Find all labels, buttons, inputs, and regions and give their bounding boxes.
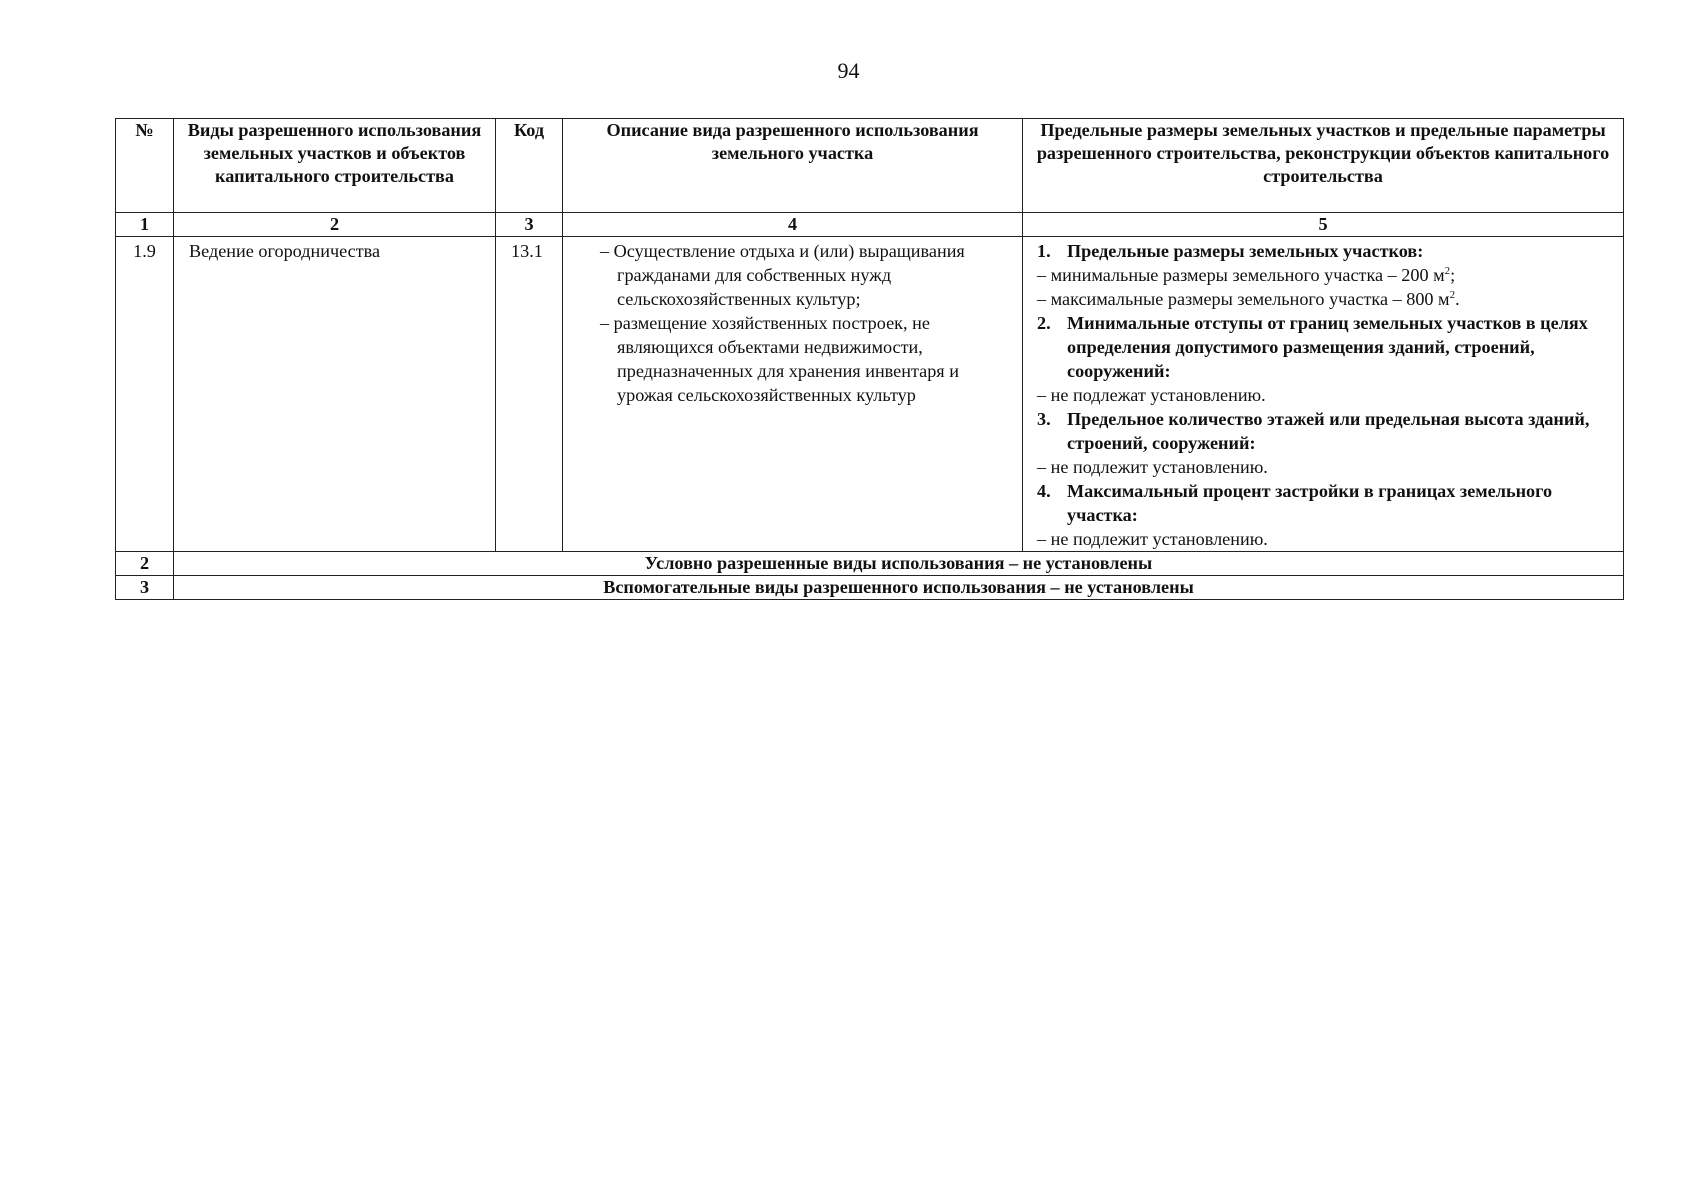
header-code: Код	[496, 119, 563, 213]
param-heading-text: Предельное количество этажей или предельная высота зданий, строений, сооружений:	[1067, 409, 1590, 453]
column-number: 3	[496, 213, 563, 237]
param-value: – не подлежит установлению.	[1037, 529, 1268, 549]
param-value: – не подлежит установлению.	[1037, 457, 1268, 477]
column-number: 5	[1023, 213, 1624, 237]
superscript: 2	[1449, 289, 1456, 301]
param-value	[1037, 287, 1615, 311]
param-heading-text: Минимальные отступы от границ земельных участков в целях определения допустимого размещения зданий, строений, сооружений:	[1067, 313, 1588, 381]
param-heading-number: 2.	[1037, 313, 1051, 333]
param-value	[1037, 263, 1615, 287]
min-size-tail: ;	[1450, 265, 1456, 285]
max-size-tail: .	[1455, 289, 1460, 309]
param-value: – не подлежат установлению.	[1037, 385, 1266, 405]
column-numbers-row	[116, 213, 1624, 237]
zoning-regulations-table	[115, 118, 1624, 600]
auxiliary-uses-row	[116, 576, 1624, 600]
column-number: 2	[174, 213, 496, 237]
use-type-code: 13.1	[496, 237, 563, 552]
table-row	[116, 237, 1624, 552]
row-number: 3	[116, 576, 174, 600]
param-heading-number: 4.	[1037, 481, 1051, 501]
param-heading-text: Предельные размеры земельных участков:	[1067, 241, 1424, 261]
superscript: 2	[1444, 265, 1451, 277]
description-item: – размещение хозяйственных построек, не являющихся объектами недвижимости, предназначенных для хранения инвентаря и урожая сельскохозяйственных культур	[600, 313, 959, 405]
auxiliary-uses-text: Вспомогательные виды разрешенного использования – не установлены	[174, 576, 1624, 600]
table-header-row	[116, 119, 1624, 213]
param-heading	[1037, 311, 1615, 383]
column-number: 1	[116, 213, 174, 237]
use-type-name: Ведение огородничества	[174, 237, 496, 552]
header-description: Описание вида разрешенного использования земельного участка	[563, 119, 1023, 213]
page-number: 94	[837, 58, 860, 83]
conditional-uses-row	[116, 552, 1624, 576]
param-heading-number: 1.	[1037, 241, 1051, 261]
row-number: 1.9	[116, 237, 174, 552]
row-number: 2	[116, 552, 174, 576]
max-size-text: – максимальные размеры земельного участка – 800 м	[1037, 289, 1450, 309]
param-heading-text: Максимальный процент застройки в границах земельного участка:	[1067, 481, 1553, 525]
limit-parameters	[1023, 237, 1624, 552]
column-number: 4	[563, 213, 1023, 237]
header-number: №	[116, 119, 174, 213]
header-parameters: Предельные размеры земельных участков и предельные параметры разрешенного строительства, реконструкции объектов капитального строительства	[1023, 119, 1624, 213]
param-heading	[1037, 479, 1615, 527]
conditional-uses-text: Условно разрешенные виды использования – не установлены	[174, 552, 1624, 576]
use-type-description	[563, 237, 1023, 552]
param-heading	[1037, 407, 1615, 455]
param-heading	[1037, 239, 1615, 263]
min-size-text: – минимальные размеры земельного участка – 200 м	[1037, 265, 1445, 285]
param-heading-number: 3.	[1037, 409, 1051, 429]
description-item: – Осуществление отдыха и (или) выращивания гражданами для собственных нужд сельскохозяйственных культур;	[600, 241, 965, 309]
header-use-types: Виды разрешенного использования земельных участков и объектов капитального строительства	[174, 119, 496, 213]
